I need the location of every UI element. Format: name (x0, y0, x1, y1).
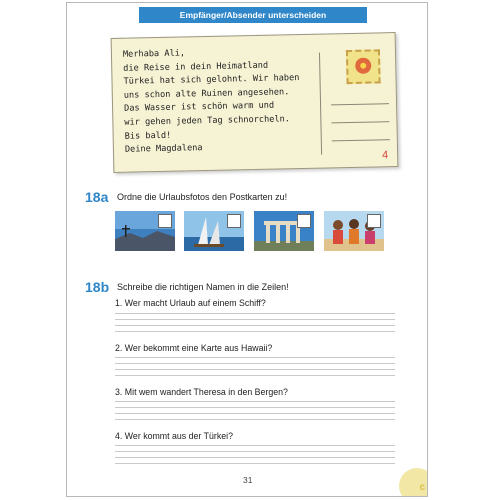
postcard-line: Deine Magdalena (124, 143, 203, 155)
section-header: Empfänger/Absender unterscheiden (139, 7, 367, 23)
answer-lines[interactable] (115, 313, 395, 337)
postcard-line: Merhaba Ali, (122, 48, 186, 60)
postcard-message (123, 45, 315, 158)
worksheet-page (66, 2, 428, 497)
question-1: 1. Wer macht Urlaub auf einem Schiff? (115, 298, 266, 308)
mountain-photo (115, 211, 175, 251)
ruins-photo (254, 211, 314, 251)
postcard (111, 32, 399, 173)
answer-lines[interactable] (115, 401, 395, 425)
postcard-line: wir gehen jeden Tag schnorcheln. (124, 114, 291, 128)
question-4: 4. Wer kommt aus der Türkei? (115, 431, 233, 441)
task-number-18b: 18b (85, 279, 110, 295)
address-line (331, 121, 389, 123)
postcard-number: 4 (381, 149, 389, 162)
hawaii-dancers-photo (324, 211, 384, 251)
answer-lines[interactable] (115, 357, 395, 381)
task-18a-instruction: Ordne die Urlaubsfotos den Postkarten zu! (117, 192, 288, 202)
address-line (331, 103, 389, 105)
postcard-line: Bis bald! (124, 130, 172, 142)
postcard-line: uns schon alte Ruinen angesehen. (123, 87, 290, 101)
flower-stamp-icon (346, 49, 381, 84)
answer-checkbox[interactable] (297, 214, 311, 228)
address-line (332, 139, 390, 141)
postcard-line: Türkei hat sich gelohnt. Wir haben (123, 73, 300, 87)
sailing-photo (184, 211, 244, 251)
answer-checkbox[interactable] (158, 214, 172, 228)
postcard-divider (319, 53, 322, 155)
question-2: 2. Wer bekommt eine Karte aus Hawaii? (115, 343, 273, 353)
postcard-line: die Reise in dein Heimatland (123, 60, 269, 74)
answer-lines[interactable] (115, 445, 395, 469)
postcard-line: Das Wasser ist schön warm und (124, 100, 275, 115)
corner-letter: c (419, 482, 425, 493)
task-18b-instruction: Schreibe die richtigen Namen in die Zeilen! (117, 282, 289, 292)
answer-checkbox[interactable] (227, 214, 241, 228)
task-number-18a: 18a (85, 189, 109, 205)
page-number: 31 (243, 475, 253, 485)
answer-checkbox[interactable] (367, 214, 381, 228)
question-3: 3. Mit wem wandert Theresa in den Bergen? (115, 387, 288, 397)
